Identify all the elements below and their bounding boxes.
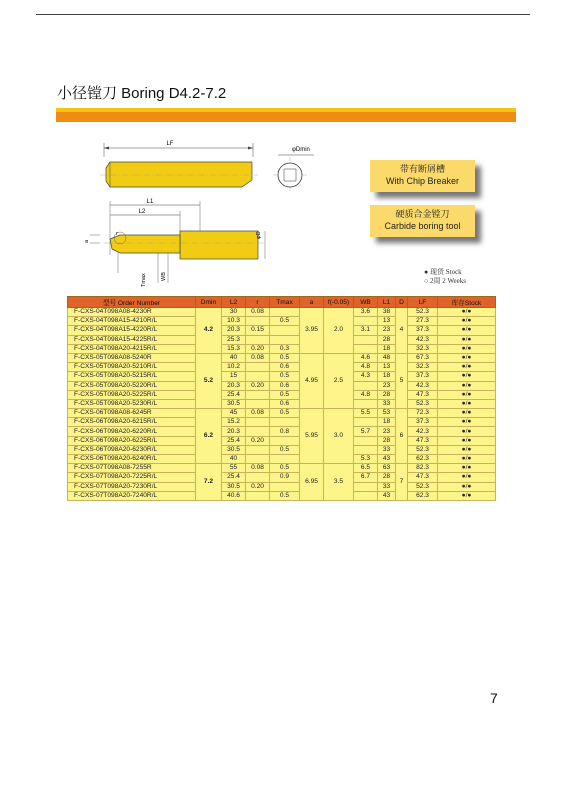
l1-cell: 63 [378,464,396,473]
lf-cell: 47.3 [408,390,438,399]
a-label: a [84,239,90,243]
tmax-cell: 0.5 [270,409,300,418]
r-cell: 0.08 [246,409,270,418]
tmax-cell: 0.9 [270,473,300,482]
tool-drawing [70,135,370,290]
r-cell [246,317,270,326]
d-label: φD [256,231,262,239]
tmax-cell: 0.5 [270,353,300,362]
r-cell [246,418,270,427]
lf-cell: 67.3 [408,353,438,362]
d-cell: 4 [396,308,408,354]
tmax-label: Tmax [141,273,147,287]
l1-cell: 53 [378,409,396,418]
stock-legend [424,268,466,286]
legend-stock: ● 现货 Stock [424,268,462,276]
f-cell: 3.5 [324,464,354,501]
lf-cell: 42.3 [408,381,438,390]
title-band-orange [56,112,516,122]
d-cell: 5 [396,353,408,408]
stock-cell: ●/● [438,317,496,326]
lf-cell: 52.3 [408,482,438,491]
stock-cell: ●/● [438,372,496,381]
tmax-cell: 0.5 [270,317,300,326]
carbide-cn: 硬质合金镗刀 [395,209,450,219]
l2-cell: 45 [222,409,246,418]
lf-cell: 82.3 [408,464,438,473]
tmax-cell [270,326,300,335]
tmax-cell: 0.6 [270,363,300,372]
chip-breaker-cn: 带有断屑槽 [399,164,445,174]
order-number-cell: F-CXS-07T098A20-7240R/L [68,491,196,500]
l2-cell: 15 [222,372,246,381]
stock-cell: ●/● [438,409,496,418]
table-row [68,436,496,445]
table-row [68,455,496,464]
lf-cell: 47.3 [408,436,438,445]
l2-cell: 30.5 [222,399,246,408]
lf-cell: 52.3 [408,399,438,408]
chip-breaker-callout [370,160,475,192]
r-cell: 0.20 [246,482,270,491]
l2-cell: 30 [222,308,246,317]
table-row [68,317,496,326]
order-number-cell: F-CXS-05T098A20-5220R/L [68,381,196,390]
order-number-cell: F-CXS-05T098A08-5240R [68,353,196,362]
column-header: r [246,297,270,308]
r-cell: 0.20 [246,436,270,445]
l2-cell: 40.6 [222,491,246,500]
wb-cell: 5.5 [354,409,378,418]
a-cell: 5.95 [300,409,324,464]
lf-cell: 32.3 [408,363,438,372]
lf-cell: 42.3 [408,427,438,436]
r-cell [246,390,270,399]
stock-cell: ●/● [438,482,496,491]
l1-cell: 38 [378,308,396,317]
order-number-cell: F-CXS-04T098A20-4215R/L [68,344,196,353]
table-row [68,326,496,335]
stock-cell: ●/● [438,464,496,473]
wb-cell [354,491,378,500]
tmax-cell: 0.3 [270,344,300,353]
tmax-cell [270,335,300,344]
a-cell: 6.95 [300,464,324,501]
l2-cell: 30.5 [222,482,246,491]
wb-cell: 6.7 [354,473,378,482]
r-cell: 0.08 [246,353,270,362]
order-number-cell: F-CXS-04T098A15-4220R/L [68,326,196,335]
stock-cell: ●/● [438,436,496,445]
wb-cell [354,381,378,390]
l2-cell: 20.3 [222,381,246,390]
table-row [68,363,496,372]
d-cell: 6 [396,409,408,464]
tmax-cell [270,482,300,491]
table-row [68,491,496,500]
order-number-cell: F-CXS-06T098A20-6225R/L [68,436,196,445]
lf-cell: 47.3 [408,473,438,482]
a-cell: 3.95 [300,308,324,354]
dmin-cell: 5.2 [196,353,222,408]
table-header [68,297,496,308]
wb-cell: 3.1 [354,326,378,335]
l2-cell: 40 [222,455,246,464]
r-cell [246,473,270,482]
r-cell [246,455,270,464]
carbide-en: Carbide boring tool [384,221,461,231]
l2-cell: 30.5 [222,445,246,454]
column-header: D [396,297,408,308]
l2-cell: 55 [222,464,246,473]
lf-cell: 37.3 [408,326,438,335]
wb-cell [354,317,378,326]
table-row [68,390,496,399]
table-row [68,335,496,344]
wb-cell [354,436,378,445]
table-row [68,381,496,390]
spec-table [67,296,496,501]
l1-cell: 18 [378,418,396,427]
tmax-cell: 0.5 [270,464,300,473]
lf-cell: 32.3 [408,344,438,353]
lf-cell: 52.3 [408,308,438,317]
r-cell [246,491,270,500]
tmax-cell [270,308,300,317]
tmax-cell: 0.5 [270,445,300,454]
r-cell [246,363,270,372]
order-number-cell: F-CXS-06T098A20-6215R/L [68,418,196,427]
l1-cell: 13 [378,317,396,326]
stock-cell: ●/● [438,326,496,335]
order-number-cell: F-CXS-05T098A20-5225R/L [68,390,196,399]
f-cell: 2.0 [324,308,354,354]
tool-top-view [90,201,265,283]
l2-cell: 10.2 [222,363,246,372]
l1-cell: 43 [378,491,396,500]
order-number-cell: F-CXS-04T098A15-4210R/L [68,317,196,326]
order-number-cell: F-CXS-07T098A20-7230R/L [68,482,196,491]
table-row [68,427,496,436]
table-row [68,418,496,427]
a-cell: 4.95 [300,353,324,408]
l1-cell: 33 [378,399,396,408]
wb-cell: 3.6 [354,308,378,317]
order-number-cell: F-CXS-04T098A15-4225R/L [68,335,196,344]
stock-cell: ●/● [438,390,496,399]
tool-end-view [273,155,314,191]
l1-cell: 28 [378,335,396,344]
wb-cell: 4.6 [354,353,378,362]
tool-side-view [100,143,258,187]
order-number-cell: F-CXS-07T098A08-7255R [68,464,196,473]
l2-cell: 25.4 [222,390,246,399]
r-cell: 0.20 [246,381,270,390]
l1-cell: 28 [378,436,396,445]
l2-cell: 10.3 [222,317,246,326]
wb-cell: 4.8 [354,390,378,399]
f-cell: 2.5 [324,353,354,408]
tmax-cell: 0.5 [270,491,300,500]
table-row [68,473,496,482]
order-number-cell: F-CXS-06T098A20-6230R/L [68,445,196,454]
table-row [68,353,496,362]
column-header: a [300,297,324,308]
wb-cell: 5.3 [354,455,378,464]
order-number-cell: F-CXS-07T098A20-7225R/L [68,473,196,482]
l2-cell: 40 [222,353,246,362]
page-title: 小径镗刀 Boring D4.2-7.2 [57,85,227,102]
table-row [68,344,496,353]
lf-cell: 52.3 [408,445,438,454]
column-header: f(-0.05) [324,297,354,308]
r-cell: 0.08 [246,464,270,473]
column-header: 库存Stock [438,297,496,308]
stock-cell: ●/● [438,308,496,317]
l1-cell: 13 [378,363,396,372]
column-header: L2 [222,297,246,308]
wb-cell [354,344,378,353]
column-header: Tmax [270,297,300,308]
tmax-cell: 0.6 [270,399,300,408]
wb-cell [354,335,378,344]
legend-weeks: ○ 2周 2 Weeks [424,277,466,285]
l2-cell: 20.3 [222,326,246,335]
stock-cell: ●/● [438,335,496,344]
l1-cell: 33 [378,482,396,491]
r-cell [246,427,270,436]
carbide-callout [370,205,475,237]
order-number-cell: F-CXS-05T098A20-5230R/L [68,399,196,408]
l2-cell: 25.4 [222,473,246,482]
order-number-cell: F-CXS-05T098A20-5210R/L [68,363,196,372]
l1-cell: 28 [378,390,396,399]
order-number-cell: F-CXS-04T098A08-4230R [68,308,196,317]
l2-cell: 25.3 [222,335,246,344]
l1-cell: 23 [378,326,396,335]
l2-cell: 20.3 [222,427,246,436]
stock-cell: ●/● [438,344,496,353]
table-row [68,445,496,454]
f-cell: 3.0 [324,409,354,464]
order-number-cell: F-CXS-05T098A20-5215R/L [68,372,196,381]
stock-cell: ●/● [438,363,496,372]
r-cell: 0.15 [246,326,270,335]
wb-cell [354,445,378,454]
tmax-cell: 0.8 [270,427,300,436]
table-row [68,409,496,418]
r-label: r [116,231,118,237]
table-body [68,308,496,501]
l1-cell: 33 [378,445,396,454]
tmax-cell: 0.5 [270,372,300,381]
tmax-cell [270,455,300,464]
r-cell: 0.08 [246,308,270,317]
wb-cell [354,399,378,408]
wb-cell: 6.5 [354,464,378,473]
column-header: LF [408,297,438,308]
r-cell [246,399,270,408]
column-header: L1 [378,297,396,308]
lf-cell: 62.3 [408,455,438,464]
wb-label: WB [161,272,167,281]
stock-cell: ●/● [438,445,496,454]
r-cell [246,335,270,344]
wb-cell: 4.3 [354,372,378,381]
stock-cell: ●/● [438,418,496,427]
chip-breaker-en: With Chip Breaker [385,176,460,186]
l2-cell: 15.3 [222,344,246,353]
column-header: 型号 Order Number [68,297,196,308]
column-header: WB [354,297,378,308]
order-number-cell: F-CXS-06T098A20-6240R/L [68,455,196,464]
tmax-cell: 0.6 [270,381,300,390]
dmin-cell: 6.2 [196,409,222,464]
stock-cell: ●/● [438,353,496,362]
column-header: Dmin [196,297,222,308]
table-row [68,399,496,408]
stock-cell: ●/● [438,381,496,390]
l1-cell: 23 [378,427,396,436]
l1-cell: 48 [378,353,396,362]
l1-cell: 18 [378,344,396,353]
dmin-cell: 4.2 [196,308,222,354]
dmin-cell: 7.2 [196,464,222,501]
stock-cell: ●/● [438,473,496,482]
tmax-cell [270,418,300,427]
table-row [68,482,496,491]
table-row [68,372,496,381]
lf-cell: 62.3 [408,491,438,500]
l1-label: L1 [146,199,154,205]
d-cell: 7 [396,464,408,501]
r-cell [246,372,270,381]
wb-cell [354,418,378,427]
l1-cell: 23 [378,381,396,390]
stock-cell: ●/● [438,427,496,436]
order-number-cell: F-CXS-06T098A08-6245R [68,409,196,418]
r-cell: 0.20 [246,344,270,353]
l1-cell: 28 [378,473,396,482]
stock-cell: ●/● [438,491,496,500]
lf-cell: 37.3 [408,372,438,381]
dmin-label: φDmin [292,147,310,153]
wb-cell: 5.7 [354,427,378,436]
top-rule [36,14,530,15]
wb-cell: 4.8 [354,363,378,372]
lf-cell: 27.3 [408,317,438,326]
stock-cell: ●/● [438,399,496,408]
l2-cell: 25.4 [222,436,246,445]
l1-cell: 43 [378,455,396,464]
lf-cell: 72.3 [408,409,438,418]
l2-cell: 15.2 [222,418,246,427]
tmax-cell [270,436,300,445]
wb-cell [354,482,378,491]
lf-label: LF [166,141,174,147]
lf-cell: 42.3 [408,335,438,344]
r-cell [246,445,270,454]
table-row [68,464,496,473]
l2-label: L2 [138,209,146,215]
table-row [68,308,496,317]
page-number: 7 [490,690,498,706]
l1-cell: 18 [378,372,396,381]
lf-cell: 37.3 [408,418,438,427]
stock-cell: ●/● [438,455,496,464]
order-number-cell: F-CXS-06T098A20-6220R/L [68,427,196,436]
tmax-cell: 0.5 [270,390,300,399]
